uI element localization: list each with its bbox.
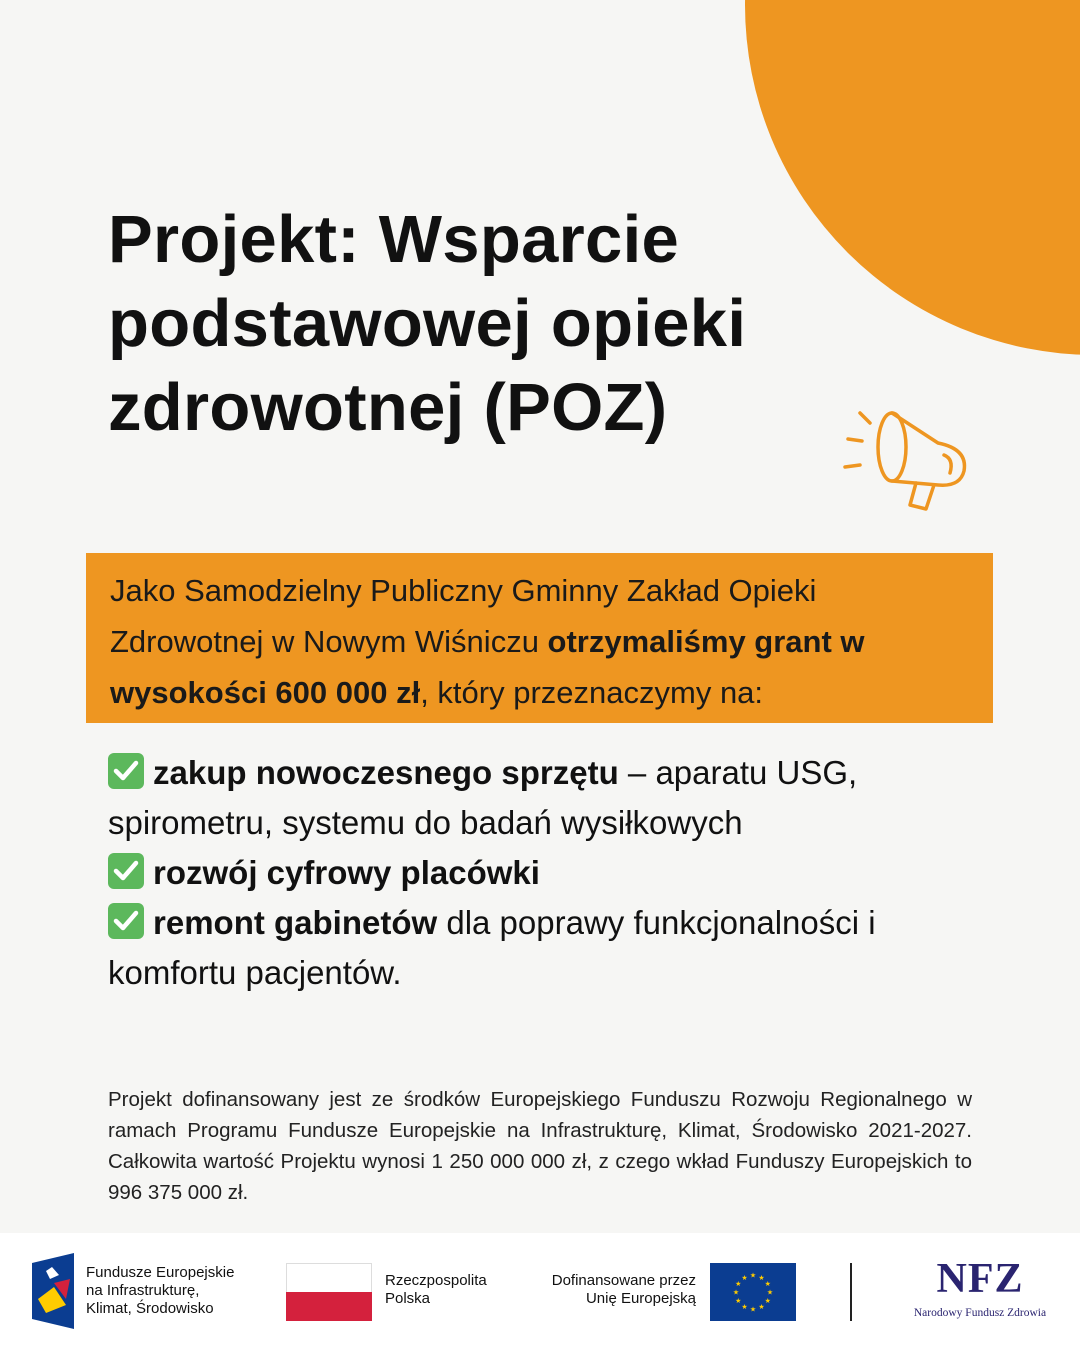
benefit-title: remont gabinetów bbox=[153, 904, 438, 941]
rp-line: Rzeczpospolita bbox=[385, 1272, 487, 1289]
funding-footnote: Projekt dofinansowany jest ze środków Europejskiego Funduszu Rozwoju Regionalnego w ramach Programu Fundusze Europejskie na Infrastrukturę, Klimat, Środowisko 2021-2027. Całkowita wartość Projektu wynosi 1 250 000 000 zł, z czego wkład Funduszy Europejskich to 996 375 000 zł. bbox=[108, 1088, 972, 1204]
eu-star-icon: ★ bbox=[732, 1289, 740, 1297]
fe-line: na Infrastrukturę, bbox=[86, 1282, 200, 1299]
benefit-text: – aparatu USG, spirometru, systemu do badań wysiłkowych bbox=[108, 754, 858, 841]
eu-line: Unię Europejską bbox=[585, 1290, 696, 1307]
intro-text: Jako Samodzielny Publiczny Gminny Zakład Opieki Zdrowotnej w Nowym Wiśniczu bbox=[110, 573, 817, 659]
intro-grant-amount: otrzymaliśmy grant w wysokości 600 000 zł bbox=[110, 624, 865, 710]
grant-announcement bbox=[86, 553, 993, 723]
title-line: podstawowej opieki bbox=[108, 286, 747, 361]
benefit-title: zakup nowoczesnego sprzętu bbox=[153, 754, 619, 791]
benefit-list bbox=[108, 748, 948, 998]
eu-star-icon: ★ bbox=[749, 1272, 757, 1280]
intro-text-end: , który przeznaczymy na: bbox=[420, 675, 764, 710]
fe-line: Klimat, Środowisko bbox=[86, 1300, 214, 1317]
list-item bbox=[108, 898, 948, 998]
check-mark-icon bbox=[108, 753, 144, 789]
fundusze-europejskie-logo-icon bbox=[32, 1253, 74, 1329]
eu-line: Dofinansowane przez bbox=[551, 1272, 696, 1289]
polish-flag-icon bbox=[286, 1263, 372, 1321]
nfz-name: Narodowy Fundusz Zdrowia bbox=[913, 1307, 1047, 1319]
benefit-title: rozwój cyfrowy placówki bbox=[153, 854, 540, 891]
eu-star-icon: ★ bbox=[749, 1306, 757, 1314]
eu-star-icon: ★ bbox=[741, 1274, 748, 1282]
nfz-mark: NFZ bbox=[936, 1256, 1024, 1302]
check-mark-icon bbox=[108, 903, 144, 939]
page-title bbox=[108, 198, 828, 450]
eu-star-icon: ★ bbox=[735, 1298, 742, 1305]
eu-star-icon: ★ bbox=[764, 1298, 771, 1305]
divider bbox=[850, 1263, 852, 1321]
check-mark-icon bbox=[108, 853, 144, 889]
eu-star-icon: ★ bbox=[766, 1289, 774, 1297]
eu-star-icon: ★ bbox=[764, 1281, 771, 1288]
logo-bar bbox=[0, 1233, 1080, 1350]
eu-star-icon: ★ bbox=[741, 1304, 748, 1312]
list-item bbox=[108, 848, 948, 898]
eu-star-icon: ★ bbox=[758, 1274, 765, 1282]
nfz-logo bbox=[900, 1257, 1060, 1319]
eu-star-icon: ★ bbox=[735, 1281, 742, 1288]
benefit-text: dla poprawy funkcjonalności i komfortu pacjentów. bbox=[108, 904, 876, 991]
rp-line: Polska bbox=[385, 1290, 431, 1307]
fe-logo-text bbox=[86, 1264, 234, 1318]
fe-line: Fundusze Europejskie bbox=[86, 1264, 235, 1281]
rp-logo-text bbox=[385, 1272, 487, 1308]
list-item bbox=[108, 748, 948, 848]
eu-star-icon: ★ bbox=[758, 1304, 765, 1312]
megaphone-icon bbox=[840, 405, 980, 515]
title-line: zdrowotnej (POZ) bbox=[108, 370, 668, 445]
eu-logo-text bbox=[510, 1272, 696, 1308]
eu-flag-icon bbox=[710, 1263, 796, 1321]
title-line: Projekt: Wsparcie bbox=[108, 202, 680, 277]
